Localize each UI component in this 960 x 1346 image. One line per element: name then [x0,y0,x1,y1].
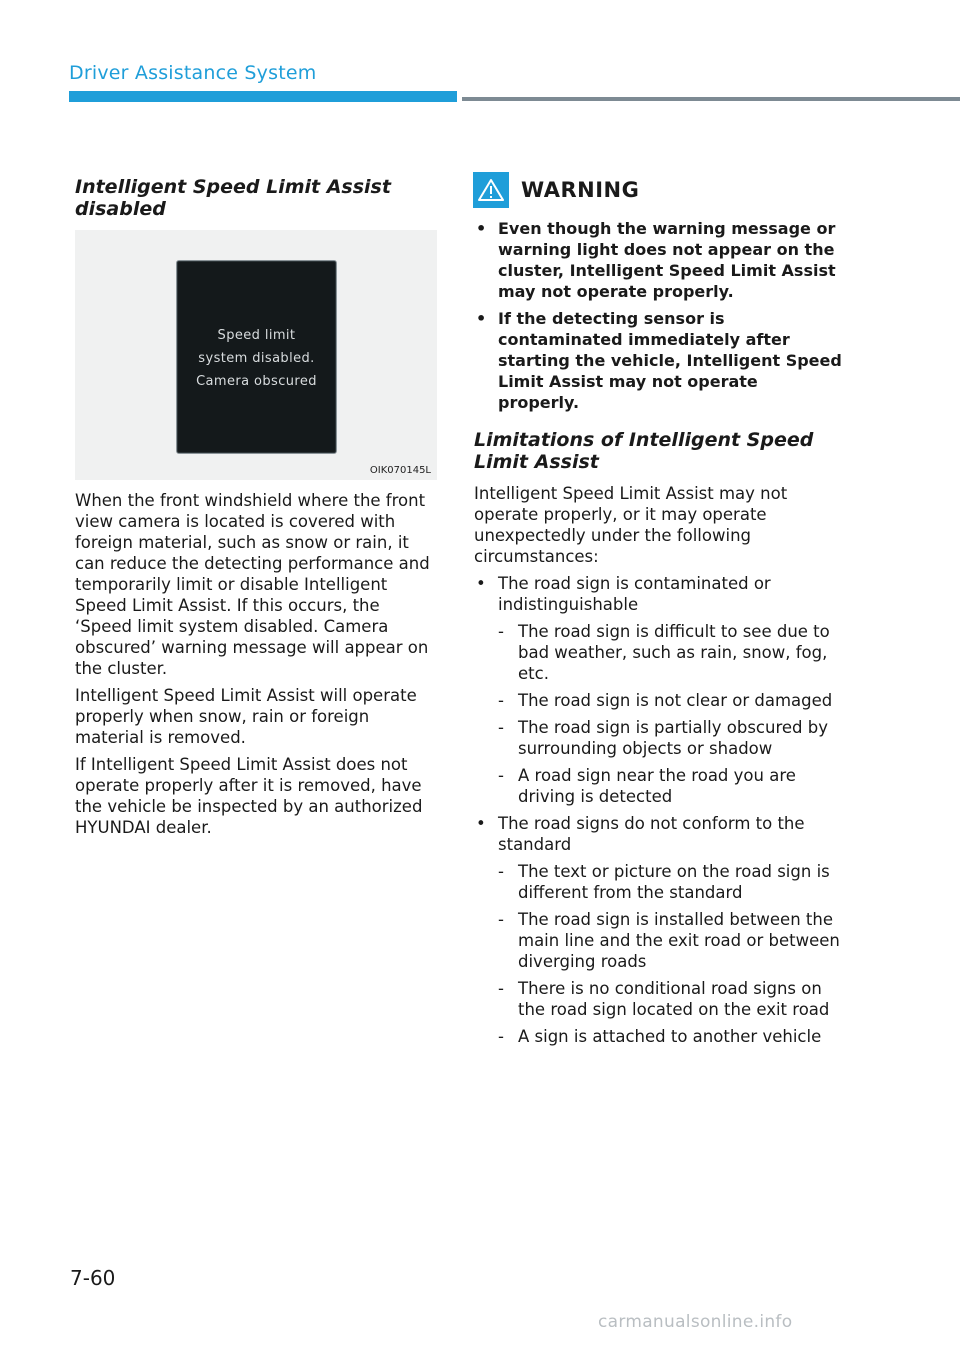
sub-list-item: - There is no conditional road signs on the road sign located on the exit road [498,978,844,1020]
sub-list-item: - A road sign near the road you are driving is detected [498,765,844,807]
page-number: 7-60 [70,1266,116,1290]
warning-header [473,172,844,208]
cluster-message-line: Speed limit [217,328,296,343]
list-item [474,573,844,807]
warning-list [474,218,844,413]
left-column [75,176,437,844]
body-paragraph: If Intelligent Speed Limit Assist does not operate properly after it is removed, have the vehicle be inspected by an authorized HYUNDAI dealer. [75,755,423,837]
sub-list-item: - The road sign is not clear or damaged [498,690,844,711]
limitations-intro: Intelligent Speed Limit Assist may not operate properly, or it may operate unexpectedly under the following circumstances: [474,484,788,566]
body-paragraph: When the front windshield where the front view camera is located is covered with foreign material, such as snow or rain, it can reduce the detecting performance and temporarily limit or disable Intelligent Speed Limit Assist. If this occurs, the ‘Speed limit system disabled. Camera obscured’ warning message will appear on the cluster. [75,491,430,678]
sub-list-item: - The road sign is partially obscured by surrounding objects or shadow [498,717,844,759]
sub-list-item: - A sign is attached to another vehicle [498,1026,844,1047]
list-item [474,813,844,1047]
warning-label: WARNING [521,178,640,202]
body-paragraph: Intelligent Speed Limit Assist will operate properly when snow, rain or foreign material is removed. [75,686,417,747]
warning-item: • If the detecting sensor is contaminated immediately after starting the vehicle, Intelligent Speed Limit Assist may not operate properly. [474,308,844,413]
warning-item: • Even though the warning message or warning light does not appear on the cluster, Intelligent Speed Limit Assist may not operate properly. [474,218,844,302]
running-header: Driver Assistance System [69,62,317,84]
header-rule-blue [69,91,457,102]
header-rule-grey [462,97,960,101]
cluster-figure [75,230,437,480]
section-title-disabled: Intelligent Speed Limit Assist disabled [75,176,391,220]
sub-list [498,861,844,1047]
section-title-limitations: Limitations of Intelligent Speed Limit Assist [474,429,814,473]
sub-list-item: - The road sign is difficult to see due to bad weather, such as rain, snow, fog, etc. [498,621,844,684]
list-item-text: The road sign is contaminated or indistinguishable [498,574,771,614]
watermark-text: carmanualsonline.info [598,1312,793,1332]
warning-triangle-icon [473,172,509,208]
figure-code: OIK070145L [369,465,431,476]
sub-list-item: - The text or picture on the road sign is different from the standard [498,861,844,903]
cluster-message-line: Camera obscured [196,374,317,389]
sub-list [498,621,844,807]
cluster-message-line: system disabled. [198,351,315,366]
list-item-text: The road signs do not conform to the standard [498,814,805,854]
cluster-message [177,324,336,393]
sub-list-item: - The road sign is installed between the main line and the exit road or between diverging roads [498,909,844,972]
cluster-display [176,260,337,454]
limitations-list [474,573,844,1047]
right-column [474,172,844,1053]
